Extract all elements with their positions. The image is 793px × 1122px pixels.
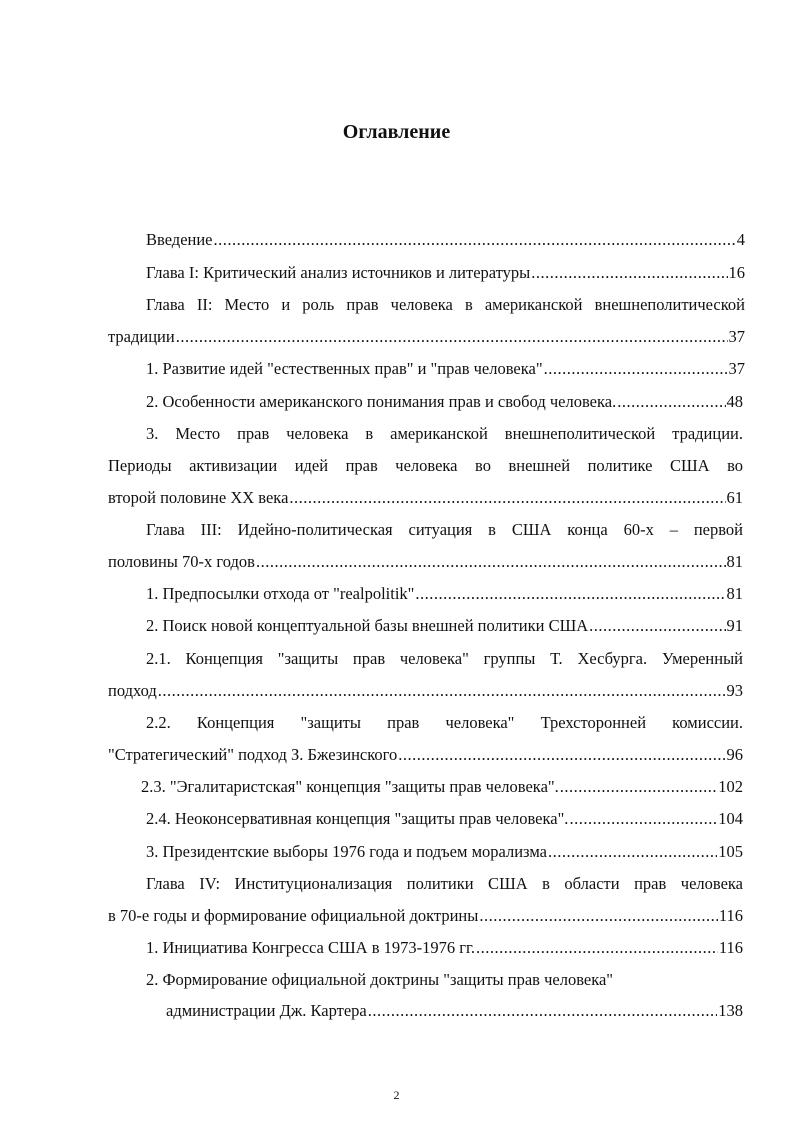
toc-entry-chapter-3-section-1 — [146, 584, 743, 604]
toc-page-number: 4 — [736, 230, 745, 249]
toc-entry-text: 2. Особенности американского понимания прав и свобод человека. — [146, 392, 617, 411]
toc-entry-chapter-2-section-1 — [146, 359, 745, 379]
toc-leader-dots — [289, 488, 725, 508]
toc-entry-text: 3. Президентские выборы 1976 года и подъем морализма — [146, 842, 547, 861]
toc-entry-chapter-2-section-2 — [146, 392, 743, 412]
toc-entry-text: администрации Дж. Картера — [166, 1001, 367, 1020]
toc-entry-chapter-3-section-2-1-line1: 2.1. Концепция "защиты прав человека" группы Т. Хесбурга. Умеренный — [146, 649, 743, 668]
toc-entry-chapter-3-section-2-4 — [146, 809, 743, 829]
toc-leader-dots — [560, 777, 717, 797]
toc-entry-text: в 70-е годы и формирование официальной доктрины — [108, 906, 479, 925]
toc-entry-chapter-4-line1: Глава IV: Институционализация политики США в области прав человека — [146, 874, 743, 893]
toc-page-number: 61 — [726, 488, 743, 507]
toc-entry-chapter-2 — [108, 327, 745, 347]
toc-entry-intro — [146, 230, 745, 250]
toc-entry-chapter-1 — [146, 263, 745, 283]
toc-page-number: 102 — [718, 777, 743, 796]
toc-entry-chapter-2-section-3-line2: Периоды активизации идей прав человека во внешней политике США во — [108, 456, 743, 475]
toc-page-number: 81 — [726, 552, 743, 571]
toc-entry-chapter-3-section-2-2-line1: 2.2. Концепция "защиты прав человека" Трехсторонней комиссии. — [146, 713, 743, 732]
toc-leader-dots — [476, 938, 718, 958]
toc-entry-text: 1. Развитие идей "естественных прав" и "прав человека" — [146, 359, 543, 378]
toc-entry-chapter-3-line1: Глава III: Идейно-политическая ситуация в США конца 60-х – первой — [146, 520, 743, 539]
toc-entry-text: 2.4. Неоконсервативная концепция "защиты прав человека". — [146, 809, 569, 828]
toc-leader-dots — [214, 230, 736, 250]
toc-entry-chapter-4-section-2 — [166, 1001, 743, 1021]
toc-entry-text: подход — [108, 681, 157, 700]
toc-entry-text: 1. Инициатива Конгресса США в 1973-1976 гг. — [146, 938, 476, 957]
toc-entry-chapter-3 — [108, 552, 743, 572]
toc-page-number: 48 — [726, 392, 743, 411]
toc-page-number: 116 — [718, 938, 743, 957]
toc-page-number: 81 — [726, 584, 743, 603]
toc-entry-chapter-2-section-3-line1: 3. Место прав человека в американской внешнеполитической традиции. — [146, 424, 743, 443]
toc-page-number: 91 — [726, 616, 743, 635]
toc-entry-chapter-3-section-2 — [146, 616, 743, 636]
toc-leader-dots — [256, 552, 726, 572]
toc-page-number: 104 — [718, 809, 743, 828]
toc-entry-chapter-3-section-2-2 — [108, 745, 743, 765]
toc-entry-text: 1. Предпосылки отхода от "realpolitik" — [146, 584, 415, 603]
toc-page-number: 116 — [718, 906, 743, 925]
toc-entry-text: традиции — [108, 327, 175, 346]
toc-page-number: 96 — [726, 745, 743, 764]
toc-entry-text: 2. Поиск новой концептуальной базы внешней политики США — [146, 616, 589, 635]
toc-entry-chapter-4-section-2-line1: 2. Формирование официальной доктрины "защиты прав человека" — [146, 970, 614, 989]
toc-entry-chapter-2-line1: Глава II: Место и роль прав человека в американской внешнеполитической — [146, 295, 745, 314]
toc-leader-dots — [158, 681, 726, 701]
toc-leader-dots — [176, 327, 728, 347]
toc-leader-dots — [569, 809, 717, 829]
toc-leader-dots — [479, 906, 718, 926]
toc-page-number: 37 — [728, 327, 745, 346]
page-title: Оглавление — [342, 121, 451, 143]
toc-page-number: 105 — [718, 842, 743, 861]
toc-entry-chapter-4 — [108, 906, 743, 926]
toc-leader-dots — [548, 842, 717, 862]
toc-leader-dots — [415, 584, 725, 604]
toc-leader-dots — [398, 745, 725, 765]
toc-leader-dots — [531, 263, 727, 283]
toc-entry-chapter-3-section-2-1 — [108, 681, 743, 701]
toc-entry-chapter-3-section-3 — [146, 842, 743, 862]
toc-entry-text: половины 70-х годов — [108, 552, 255, 571]
toc-entry-text: Введение — [146, 230, 213, 249]
page-number: 2 — [393, 1088, 400, 1102]
toc-entry-chapter-4-section-1 — [146, 938, 743, 958]
toc-leader-dots — [368, 1001, 718, 1021]
toc-entry-chapter-3-section-2-3 — [141, 777, 743, 797]
toc-leader-dots — [617, 392, 725, 412]
toc-entry-text: "Стратегический" подход З. Бжезинского — [108, 745, 398, 764]
toc-page-number: 93 — [726, 681, 743, 700]
toc-page-number: 138 — [718, 1001, 743, 1020]
toc-entry-text: второй половине XX века — [108, 488, 289, 507]
toc-entry-chapter-2-section-3 — [108, 488, 743, 508]
toc-page-number: 37 — [728, 359, 745, 378]
toc-entry-text: 2.3. "Эгалитаристская" концепция "защиты прав человека". — [141, 777, 559, 796]
toc-leader-dots — [544, 359, 728, 379]
toc-entry-text: Глава I: Критический анализ источников и литературы — [146, 263, 531, 282]
toc-page-number: 16 — [728, 263, 745, 282]
toc-leader-dots — [589, 616, 725, 636]
